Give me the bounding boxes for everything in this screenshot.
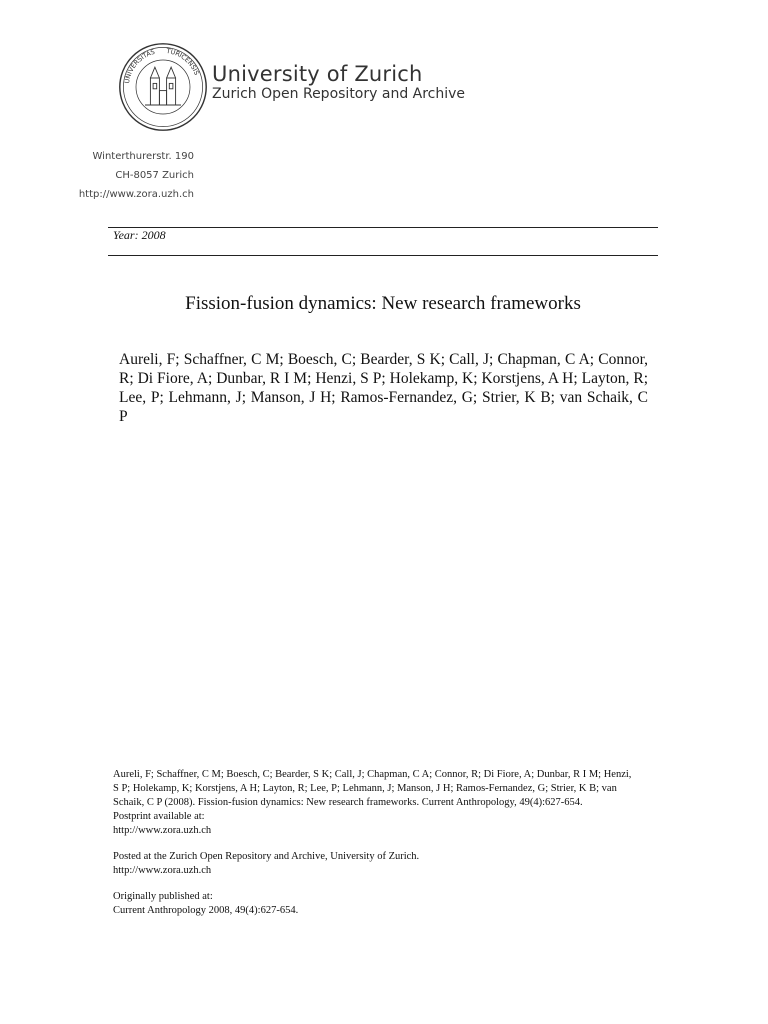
address-block	[0, 147, 194, 204]
postprint-url[interactable]: http://www.zora.uzh.ch	[113, 825, 212, 836]
address-street: Winterthurerstr. 190	[92, 151, 194, 162]
university-seal-logo	[118, 42, 208, 132]
posted-url[interactable]: http://www.zora.uzh.ch	[113, 865, 212, 876]
posted-label: Posted at the Zurich Open Repository and Archive, University of Zurich.	[113, 851, 420, 862]
published-label: Originally published at:	[113, 891, 213, 902]
published-reference: Current Anthropology 2008, 49(4):627-654.	[113, 905, 299, 916]
repository-name: Zurich Open Repository and Archive	[212, 86, 466, 102]
seal-text-left: UNIVERSITAS	[122, 47, 156, 85]
paper-title: Fission-fusion dynamics: New research frameworks	[185, 293, 581, 314]
citation-reference: Aureli, F; Schaffner, C M; Boesch, C; Bearder, S K; Call, J; Chapman, C A; Connor, R; Di Fiore, A; Dunbar, R I M; Henzi, S P; Holekamp, K; Korstjens, A H; Layton, R; Lee, P; Lehmann, J; Manson, J H; Ramos-Fernandez, G; Strier, K B; van Schaik, C P (2008). Fission-fusion dynamics: New research frameworks. Current Anthropology, 49(4):627-654.	[113, 769, 632, 808]
author-list: Aureli, F; Schaffner, C M; Boesch, C; Bearder, S K; Call, J; Chapman, C A; Connor, R; Di Fiore, A; Dunbar, R I M; Henzi, S P; Holekamp, K; Korstjens, A H; Layton, R; Lee, P; Lehmann, J; Manson, J H; Ramos-Fernandez, G; Strier, K B; van Schaik, C P	[119, 351, 648, 425]
university-name: University of Zurich	[212, 62, 423, 86]
postprint-label: Postprint available at:	[113, 811, 205, 822]
top-divider	[108, 227, 658, 228]
svg-text:TURICENSIS	[165, 47, 201, 76]
citation-block	[113, 768, 633, 918]
address-city: CH-8057 Zurich	[115, 170, 194, 181]
publication-year: Year: 2008	[113, 228, 166, 242]
bottom-divider	[108, 255, 658, 256]
address-url[interactable]: http://www.zora.uzh.ch	[78, 189, 194, 200]
seal-text-right: TURICENSIS	[165, 46, 201, 77]
